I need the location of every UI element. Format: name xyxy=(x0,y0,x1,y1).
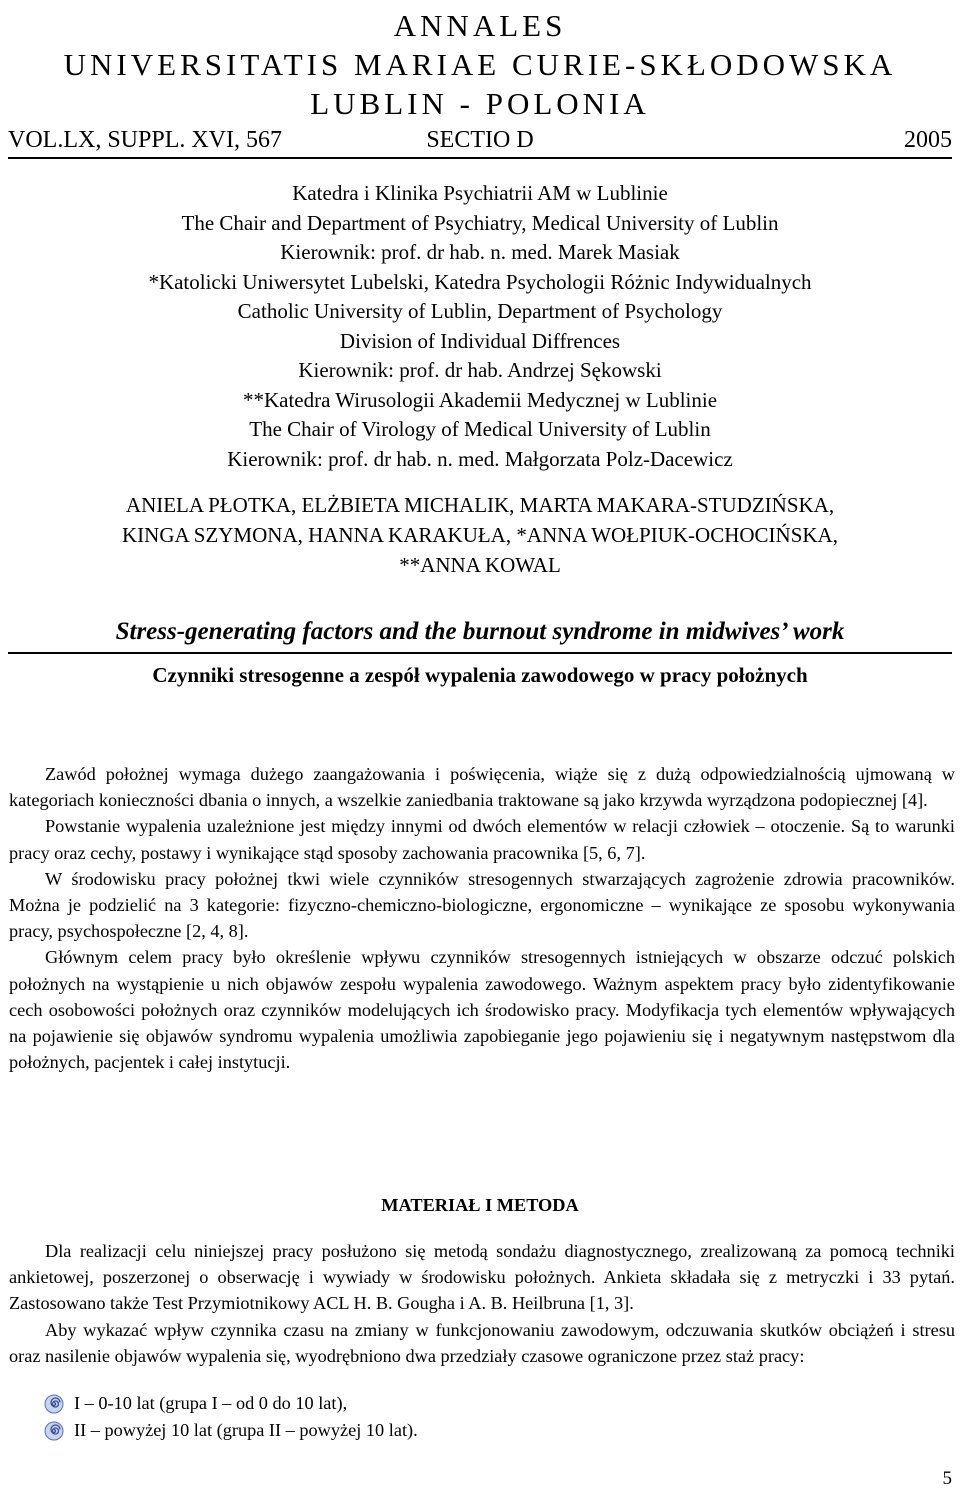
author-list xyxy=(0,490,960,580)
journal-volume: VOL.LX, SUPPL. XVI, 567 xyxy=(8,127,283,153)
journal-name-line3: LUBLIN - POLONIA xyxy=(310,86,650,121)
paper-title-english: Stress-generating factors and the burnout syndrome in midwives’ work xyxy=(8,614,952,654)
bullet-item xyxy=(44,1390,418,1417)
body-paragraph: Głównym celem pracy było określenie wpływu czynników stresogennych istniejących w obszarze odczuć polskich położnych na wystąpienie u nich objawów zespołu wypalenia zawodowego. Ważnym aspektem pracy było zidentyfikowanie cech osobowości położnych oraz czynników modelujących ich środowisko pracy. Modyfikacja tych elementów wpływających na pojawienie się objawów syndromu wypalenia umożliwia zapobieganie jego pojawieniu się i negatywnym następstwom dla położnych, pacjentek i całej instytucji. xyxy=(9,947,955,1073)
body-paragraph: Dla realizacji celu niniejszej pracy posłużono się metodą sondażu diagnostycznego, zrealizowaną za pomocą techniki ankietowej, poszerzonej o obserwację i wywiady w środowisku położnych. Ankieta składała się z metryczki i 33 pytań. Zastosowano także Test Przymiotnikowy ACL H. B. Gougha i A. B. Heilbruna [1, 3]. xyxy=(9,1241,955,1314)
affiliation-line: Katedra i Klinika Psychiatrii AM w Lublinie xyxy=(292,181,668,205)
body-paragraph: Zawód położnej wymaga dużego zaangażowania i poświęcenia, wiąże się z dużą odpowiedzialnością ujmowaną w kategoriach konieczności dbania o innych, a wszelkie zaniedbania traktowane są jako krzywda wyrządzona podopiecznej [4]. xyxy=(9,764,955,811)
affiliation-line: **Katedra Wirusologii Akademii Medycznej w Lublinie xyxy=(242,387,718,412)
journal-section: SECTIO D xyxy=(426,127,534,153)
journal-meta-row xyxy=(8,123,952,159)
affiliation-line: Kierownik: prof. dr hab. n. med. Małgorzata Polz-Dacewicz xyxy=(227,446,733,471)
introduction xyxy=(9,761,955,1075)
paper-title-polish: Czynniki stresogenne a zespół wypalenia zawodowego w pracy położnych xyxy=(152,663,808,687)
affiliation-line: *Katolicki Uniwersytet Lubelski, Katedra Psychologii Różnic Indywidualnych xyxy=(148,269,812,294)
bullet-item xyxy=(44,1417,418,1444)
bullet-text: I – 0-10 lat (grupa I – od 0 do 10 lat), xyxy=(74,1393,348,1413)
body-paragraph: Aby wykazać wpływ czynnika czasu na zmiany w funkcjonowaniu zawodowym, odczuwania skutków obciążeń i stresu oraz nasilenie objawów wypalenia się, wyodrębniono dwa przedziały czasowe ograniczone przez staż pracy: xyxy=(9,1319,955,1366)
affiliation-line: Catholic University of Lublin, Department of Psychology xyxy=(237,299,723,323)
affiliation-line: The Chair of Virology of Medical University of Lublin xyxy=(249,417,711,441)
author-line: KINGA SZYMONA, HANNA KARAKUŁA, *ANNA WOŁPIUK-OCHOCIŃSKA, xyxy=(122,523,838,547)
author-line: ANIELA PŁOTKA, ELŻBIETA MICHALIK, MARTA MAKARA-STUDZIŃSKA, xyxy=(125,493,835,517)
author-line: **ANNA KOWAL xyxy=(399,553,561,577)
journal-year: 2005 xyxy=(904,127,952,153)
journal-name-line2: UNIVERSITATIS MARIAE CURIE-SKŁODOWSKA xyxy=(63,47,897,82)
body-paragraph: Powstanie wypalenia uzależnione jest między innymi od dwóch elementów w relacji człowiek – otoczenie. Są to warunki pracy oraz cechy, postawy i wynikające stąd sposoby zachowania pracownika [5, 6, 7]. xyxy=(9,816,955,863)
section-heading: MATERIAŁ I METODA xyxy=(381,1195,579,1215)
page-number: 5 xyxy=(942,1468,952,1489)
journal-header xyxy=(0,6,960,159)
methods-section xyxy=(9,1238,955,1369)
affiliation-line: Kierownik: prof. dr hab. Andrzej Sękowski xyxy=(298,358,662,382)
spiral-bullet-icon xyxy=(44,1394,64,1414)
journal-name-line1: ANNALES xyxy=(393,8,567,43)
bullet-list xyxy=(44,1390,418,1444)
affiliations xyxy=(0,179,960,474)
affiliation-line: Division of Individual Diffrences xyxy=(339,328,621,353)
spiral-bullet-icon xyxy=(44,1421,64,1441)
body-paragraph: W środowisku pracy położnej tkwi wiele czynników stresogennych stwarzających zagrożenie zdrowia pracowników. Można je podzielić na 3 kategorie: fizyczno-chemiczno-biologiczne, ergonomiczne – wynikające ze sposobu wykonywania pracy, psychospołeczne [2, 4, 8]. xyxy=(9,868,955,942)
bullet-text: II – powyżej 10 lat (grupa II – powyżej 10 lat). xyxy=(74,1420,418,1440)
affiliation-line: The Chair and Department of Psychiatry, Medical University of Lublin xyxy=(181,210,779,235)
affiliation-line: Kierownik: prof. dr hab. n. med. Marek Masiak xyxy=(280,240,680,264)
